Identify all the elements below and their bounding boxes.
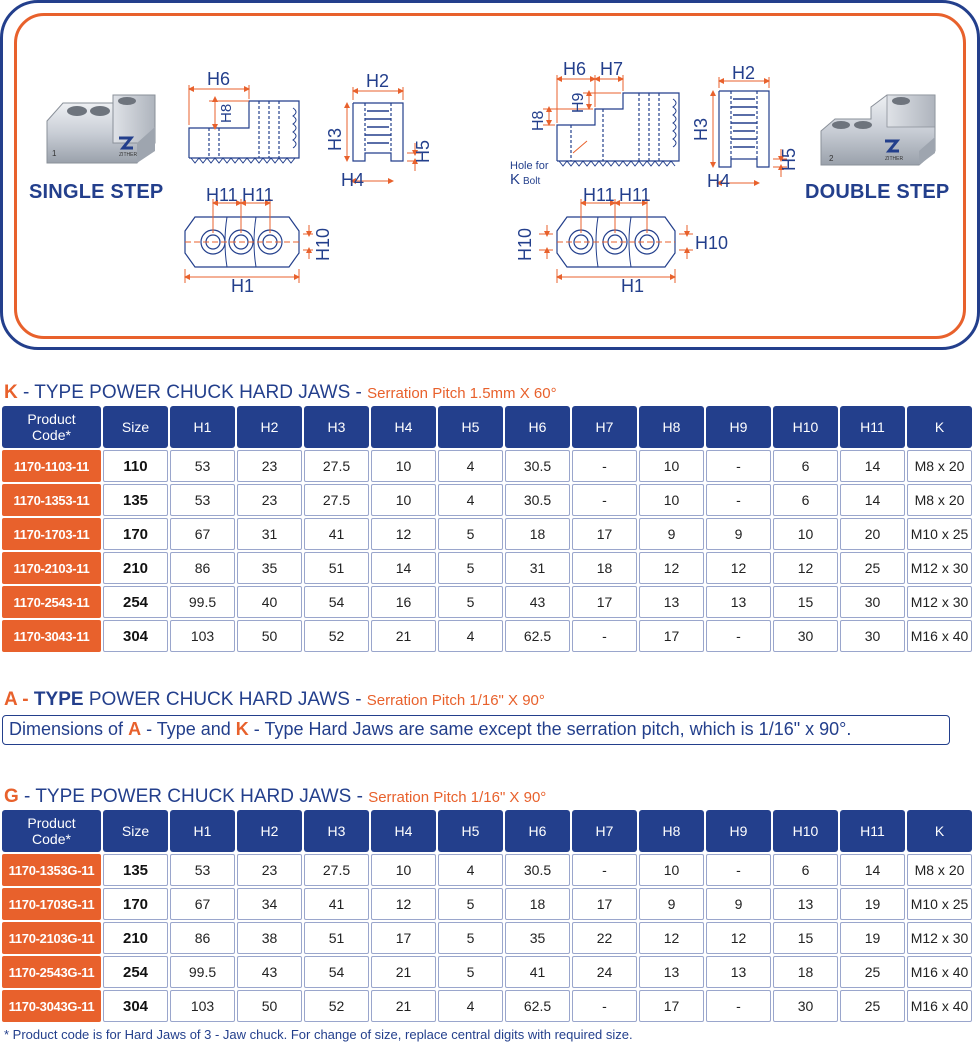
cell-h8: 17 (639, 990, 704, 1022)
cell-k: M10 x 25 (907, 518, 972, 550)
cell-h11: 19 (840, 888, 905, 920)
k-type-title: - TYPE POWER CHUCK HARD JAWS - (17, 382, 368, 403)
footnote: * Product code is for Hard Jaws of 3 - Jaw chuck. For change of size, replace central digits with required size. (4, 1027, 633, 1042)
dim-h3-double: H3 (691, 117, 711, 141)
cell-k: M10 x 25 (907, 888, 972, 920)
cell-size: 304 (103, 620, 168, 652)
cell-h6: 31 (505, 552, 570, 584)
cell-h8: 12 (639, 552, 704, 584)
cell-k: M12 x 30 (907, 586, 972, 618)
cell-h11: 30 (840, 586, 905, 618)
dim-h8-single: H8 (218, 103, 235, 123)
single-step-end-view (353, 103, 403, 161)
single-step-end-dimensions (347, 87, 421, 181)
cell-h6: 43 (505, 586, 570, 618)
header-h1: H1 (170, 810, 235, 852)
cell-h2: 23 (237, 854, 302, 886)
cell-h1: 99.5 (170, 956, 235, 988)
cell-h9: 12 (706, 552, 771, 584)
cell-h9: 9 (706, 888, 771, 920)
header-h10: H10 (773, 406, 838, 448)
cell-h6: 30.5 (505, 854, 570, 886)
cell-h3: 41 (304, 888, 369, 920)
cell-h5: 4 (438, 450, 503, 482)
cell-h11: 25 (840, 990, 905, 1022)
cell-h7: - (572, 620, 637, 652)
cell-size: 210 (103, 922, 168, 954)
header-h9: H9 (706, 406, 771, 448)
note-k-letter: K (235, 719, 249, 739)
cell-h5: 5 (438, 586, 503, 618)
a-type-word: TYPE (33, 689, 84, 710)
diagram-panel (0, 0, 980, 350)
double-step-dimensions (543, 75, 623, 153)
cell-h7: 17 (572, 586, 637, 618)
cell-k: M8 x 20 (907, 854, 972, 886)
cell-h4: 10 (371, 854, 436, 886)
cell-h5: 5 (438, 552, 503, 584)
cell-h5: 4 (438, 620, 503, 652)
cell-h9: - (706, 854, 771, 886)
cell-h6: 30.5 (505, 450, 570, 482)
cell-size: 135 (103, 484, 168, 516)
cell-h6: 62.5 (505, 990, 570, 1022)
k-table-row (2, 620, 972, 652)
header-h8: H8 (639, 810, 704, 852)
cell-k: M8 x 20 (907, 484, 972, 516)
technical-drawings (3, 3, 980, 353)
cell-k: M16 x 40 (907, 956, 972, 988)
cell-h1: 53 (170, 484, 235, 516)
cell-h11: 30 (840, 620, 905, 652)
single-step-jaw-photo (47, 95, 155, 163)
cell-h3: 54 (304, 586, 369, 618)
cell-h3: 51 (304, 552, 369, 584)
g-table-row (2, 854, 972, 886)
k-table-row (2, 518, 972, 550)
cell-h10: 15 (773, 922, 838, 954)
double-step-plan-dimensions (539, 199, 693, 283)
cell-h2: 23 (237, 450, 302, 482)
cell-product-code: 1170-1703G-11 (2, 888, 101, 920)
double-step-end-view (719, 91, 769, 167)
cell-h8: 17 (639, 620, 704, 652)
dim-h10a-double: H10 (515, 227, 535, 261)
cell-h10: 12 (773, 552, 838, 584)
a-type-letter: A (4, 689, 18, 710)
cell-h7: - (572, 450, 637, 482)
cell-h10: 10 (773, 518, 838, 550)
cell-h4: 10 (371, 484, 436, 516)
cell-product-code: 1170-2103G-11 (2, 922, 101, 954)
cell-h1: 86 (170, 552, 235, 584)
cell-h2: 31 (237, 518, 302, 550)
cell-h2: 40 (237, 586, 302, 618)
cell-h1: 103 (170, 990, 235, 1022)
dim-h1-double: H1 (621, 276, 645, 296)
dim-h11b-double: H11 (619, 185, 651, 205)
header-h11: H11 (840, 406, 905, 448)
jaw-double-number: 2 (829, 154, 834, 163)
cell-h9: - (706, 484, 771, 516)
k-table-row (2, 552, 972, 584)
cell-h4: 16 (371, 586, 436, 618)
cell-product-code: 1170-3043G-11 (2, 990, 101, 1022)
jaw-single-number: 1 (52, 149, 57, 158)
cell-h6: 30.5 (505, 484, 570, 516)
cell-h9: - (706, 450, 771, 482)
cell-h3: 52 (304, 620, 369, 652)
dim-h11b-single: H11 (242, 185, 274, 205)
cell-h6: 41 (505, 956, 570, 988)
dim-h4-single: H4 (341, 170, 365, 190)
cell-size: 254 (103, 586, 168, 618)
hole-label-k: K (510, 171, 521, 188)
cell-h8: 10 (639, 484, 704, 516)
dim-h6-single: H6 (207, 69, 231, 89)
a-type-heading (4, 689, 545, 711)
header-size: Size (103, 810, 168, 852)
cell-h4: 21 (371, 620, 436, 652)
dim-h9-double: H9 (570, 92, 587, 113)
single-step-label: SINGLE STEP (29, 181, 164, 203)
k-type-table (0, 404, 974, 654)
cell-h7: 18 (572, 552, 637, 584)
dim-h10b-double: H10 (695, 233, 729, 253)
k-table-body (2, 450, 972, 652)
g-type-table (0, 808, 974, 1024)
dim-h10-single: H10 (313, 227, 333, 261)
cell-h11: 25 (840, 956, 905, 988)
cell-h10: 6 (773, 854, 838, 886)
header-product-code: Product Code* (2, 406, 101, 448)
header-h2: H2 (237, 406, 302, 448)
g-table-row (2, 956, 972, 988)
header-h4: H4 (371, 810, 436, 852)
header-product-code: Product Code* (2, 810, 101, 852)
cell-h6: 62.5 (505, 620, 570, 652)
cell-h3: 27.5 (304, 450, 369, 482)
cell-h2: 34 (237, 888, 302, 920)
header-h6: H6 (505, 406, 570, 448)
cell-h11: 25 (840, 552, 905, 584)
cell-h5: 4 (438, 990, 503, 1022)
cell-h1: 86 (170, 922, 235, 954)
cell-size: 170 (103, 518, 168, 550)
a-type-dash: - (17, 689, 34, 710)
cell-h8: 13 (639, 956, 704, 988)
g-table-row (2, 888, 972, 920)
hole-label-line1: Hole for (510, 160, 549, 172)
cell-h11: 14 (840, 450, 905, 482)
cell-h2: 43 (237, 956, 302, 988)
cell-h7: 17 (572, 518, 637, 550)
cell-h8: 9 (639, 518, 704, 550)
cell-h9: - (706, 990, 771, 1022)
note-middle: - Type and (141, 719, 236, 739)
cell-size: 135 (103, 854, 168, 886)
dim-h5-double: H5 (779, 147, 799, 171)
header-h7: H7 (572, 810, 637, 852)
cell-h9: 13 (706, 956, 771, 988)
cell-h10: 6 (773, 484, 838, 516)
cell-h3: 51 (304, 922, 369, 954)
k-type-letter: K (4, 382, 18, 403)
cell-h10: 30 (773, 990, 838, 1022)
cell-product-code: 1170-2103-11 (2, 552, 101, 584)
cell-h8: 10 (639, 854, 704, 886)
cell-k: M12 x 30 (907, 552, 972, 584)
cell-h11: 20 (840, 518, 905, 550)
cell-h7: - (572, 484, 637, 516)
header-k: K (907, 810, 972, 852)
cell-h5: 5 (438, 922, 503, 954)
cell-product-code: 1170-1103-11 (2, 450, 101, 482)
header-size: Size (103, 406, 168, 448)
g-table-row (2, 990, 972, 1022)
cell-h3: 52 (304, 990, 369, 1022)
g-type-letter: G (4, 786, 19, 807)
cell-h4: 21 (371, 956, 436, 988)
cell-h3: 41 (304, 518, 369, 550)
cell-h2: 50 (237, 990, 302, 1022)
note-a-letter: A (128, 719, 142, 739)
dim-h1-single: H1 (231, 276, 255, 296)
cell-h1: 53 (170, 450, 235, 482)
cell-h9: - (706, 620, 771, 652)
g-table-body (2, 854, 972, 1022)
cell-h1: 67 (170, 518, 235, 550)
cell-h6: 35 (505, 922, 570, 954)
cell-h3: 54 (304, 956, 369, 988)
a-type-pitch: Serration Pitch 1/16" X 90° (366, 692, 545, 709)
cell-k: M16 x 40 (907, 620, 972, 652)
cell-product-code: 1170-1353G-11 (2, 854, 101, 886)
cell-h7: 17 (572, 888, 637, 920)
dim-h5-single: H5 (413, 139, 433, 163)
cell-size: 254 (103, 956, 168, 988)
hole-label-bolt: Bolt (523, 176, 541, 187)
cell-h10: 13 (773, 888, 838, 920)
a-type-title: POWER CHUCK HARD JAWS - (83, 689, 367, 710)
cell-h6: 18 (505, 518, 570, 550)
cell-h10: 18 (773, 956, 838, 988)
single-step-side-view (189, 101, 299, 163)
g-type-heading (4, 786, 546, 808)
g-table-header-row (2, 810, 972, 852)
note-suffix: - Type Hard Jaws are same except the serration pitch, which is 1/16" x 90°. (248, 719, 852, 739)
cell-h5: 5 (438, 888, 503, 920)
dim-h3-single: H3 (325, 127, 345, 151)
cell-h10: 30 (773, 620, 838, 652)
header-h4: H4 (371, 406, 436, 448)
cell-h6: 18 (505, 888, 570, 920)
cell-h10: 15 (773, 586, 838, 618)
dim-h6-double: H6 (563, 59, 587, 79)
cell-h7: - (572, 990, 637, 1022)
header-h9: H9 (706, 810, 771, 852)
cell-h9: 9 (706, 518, 771, 550)
dim-h11a-single: H11 (206, 185, 238, 205)
k-table-header-row (2, 406, 972, 448)
cell-size: 304 (103, 990, 168, 1022)
dim-h11a-double: H11 (583, 185, 615, 205)
cell-h4: 14 (371, 552, 436, 584)
dim-h2-double: H2 (732, 63, 756, 83)
cell-h1: 99.5 (170, 586, 235, 618)
cell-h4: 10 (371, 450, 436, 482)
cell-h7: 22 (572, 922, 637, 954)
header-h5: H5 (438, 810, 503, 852)
cell-h11: 19 (840, 922, 905, 954)
cell-h2: 38 (237, 922, 302, 954)
header-h3: H3 (304, 810, 369, 852)
dim-h4-double: H4 (707, 171, 731, 191)
k-table-row (2, 586, 972, 618)
cell-h10: 6 (773, 450, 838, 482)
cell-h2: 35 (237, 552, 302, 584)
cell-k: M16 x 40 (907, 990, 972, 1022)
cell-h5: 4 (438, 484, 503, 516)
cell-h2: 50 (237, 620, 302, 652)
cell-h1: 67 (170, 888, 235, 920)
cell-h7: 24 (572, 956, 637, 988)
cell-h8: 10 (639, 450, 704, 482)
jaw-single-logo: ZITHER (119, 152, 138, 158)
k-type-heading (4, 382, 557, 404)
k-type-pitch: Serration Pitch 1.5mm X 60° (367, 385, 557, 402)
cell-h4: 17 (371, 922, 436, 954)
cell-size: 110 (103, 450, 168, 482)
double-step-label: DOUBLE STEP (805, 181, 950, 203)
g-table-row (2, 922, 972, 954)
cell-h2: 23 (237, 484, 302, 516)
cell-h4: 12 (371, 888, 436, 920)
cell-k: M8 x 20 (907, 450, 972, 482)
header-k: K (907, 406, 972, 448)
cell-product-code: 1170-1353-11 (2, 484, 101, 516)
cell-k: M12 x 30 (907, 922, 972, 954)
cell-h4: 21 (371, 990, 436, 1022)
double-step-jaw-photo (821, 95, 935, 165)
cell-h1: 53 (170, 854, 235, 886)
cell-size: 210 (103, 552, 168, 584)
cell-h8: 13 (639, 586, 704, 618)
k-table-row (2, 450, 972, 482)
header-h1: H1 (170, 406, 235, 448)
cell-product-code: 1170-2543G-11 (2, 956, 101, 988)
header-h6: H6 (505, 810, 570, 852)
cell-h8: 9 (639, 888, 704, 920)
header-h3: H3 (304, 406, 369, 448)
cell-h11: 14 (840, 854, 905, 886)
header-h7: H7 (572, 406, 637, 448)
header-h5: H5 (438, 406, 503, 448)
g-type-title: - TYPE POWER CHUCK HARD JAWS - (18, 786, 369, 807)
cell-h3: 27.5 (304, 484, 369, 516)
header-h10: H10 (773, 810, 838, 852)
cell-h5: 5 (438, 956, 503, 988)
a-type-note (2, 715, 950, 745)
cell-h5: 4 (438, 854, 503, 886)
cell-h11: 14 (840, 484, 905, 516)
cell-size: 170 (103, 888, 168, 920)
cell-h9: 12 (706, 922, 771, 954)
cell-product-code: 1170-1703-11 (2, 518, 101, 550)
cell-h5: 5 (438, 518, 503, 550)
g-type-pitch: Serration Pitch 1/16" X 90° (368, 789, 547, 806)
cell-h1: 103 (170, 620, 235, 652)
cell-product-code: 1170-3043-11 (2, 620, 101, 652)
k-table-row (2, 484, 972, 516)
single-step-plan-dimensions (185, 199, 313, 283)
cell-h9: 13 (706, 586, 771, 618)
header-h8: H8 (639, 406, 704, 448)
jaw-double-logo: ZITHER (885, 156, 904, 162)
header-h2: H2 (237, 810, 302, 852)
dim-h2-single: H2 (366, 71, 390, 91)
cell-h3: 27.5 (304, 854, 369, 886)
cell-h4: 12 (371, 518, 436, 550)
note-prefix: Dimensions of (9, 719, 129, 739)
cell-h7: - (572, 854, 637, 886)
cell-product-code: 1170-2543-11 (2, 586, 101, 618)
header-h11: H11 (840, 810, 905, 852)
dim-h7-double: H7 (600, 59, 624, 79)
dim-h8-double: H8 (530, 110, 547, 131)
cell-h8: 12 (639, 922, 704, 954)
